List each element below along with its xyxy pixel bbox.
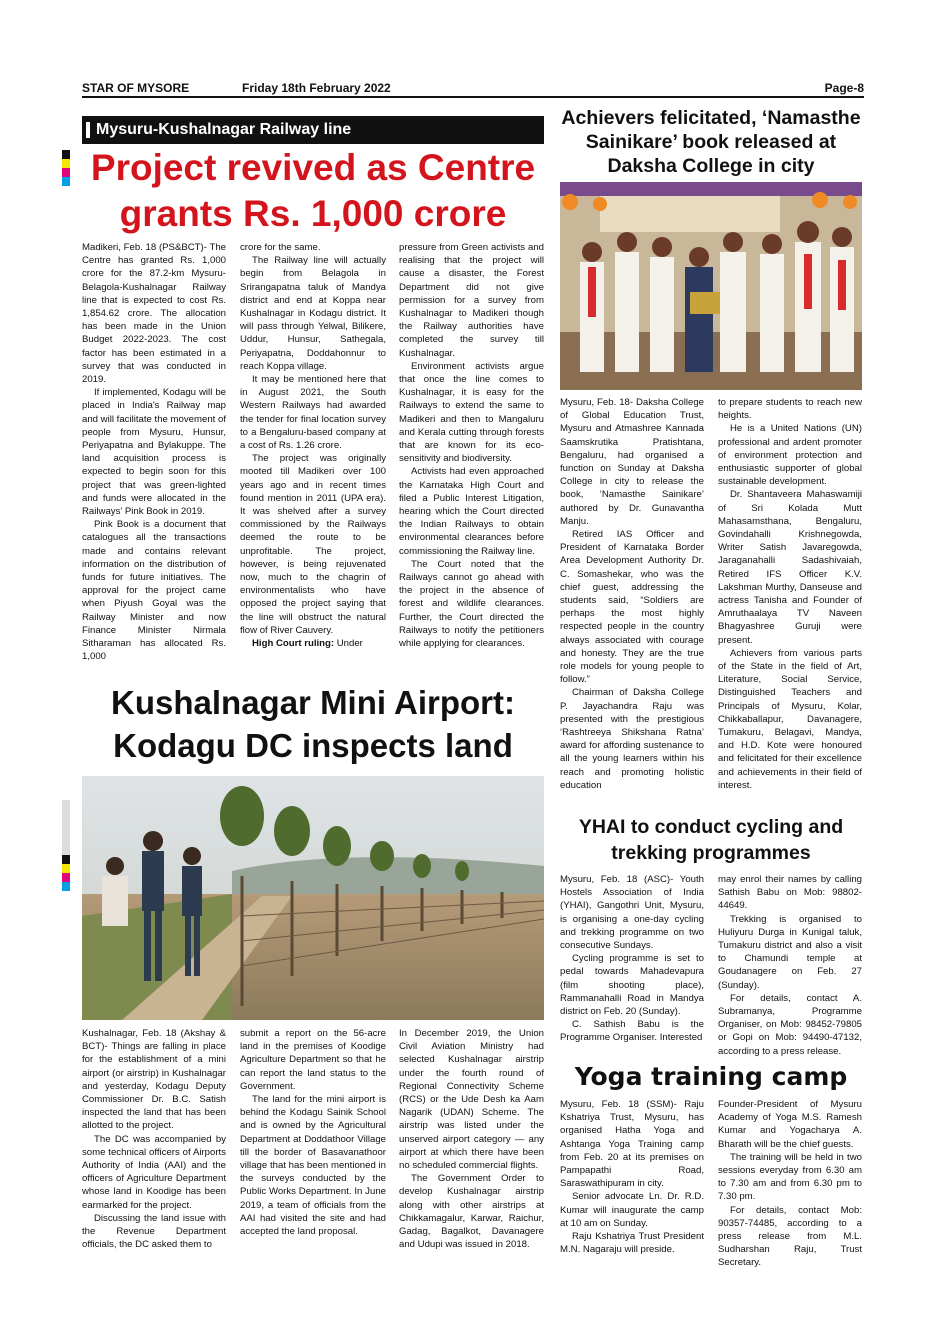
- paragraph: Retired IAS Officer and President of Karnataka Border Area Development Authority Dr. C. Somashekar, who was the chief guest, addressing the students said, “Soldiers are perhaps the most highly respected people in the country always associated with courage and honesty. They are the true role models for young people to follow.”: [560, 529, 704, 686]
- paragraph: The project was originally mooted till Madikeri over 100 years ago and in recent times found mention in 2011 (UPA era). It was shelved after a survey commissioned by the Railways deemed the route to be unprofitable. The project, however, is being rejuvenated now, much to the chagrin of environmentalists who have opposed the project saying that the line will obstruct the natural flow of River Cauvery.: [240, 453, 386, 636]
- subhead-tail: Under: [334, 638, 363, 650]
- achievers-photo-illustration: [560, 182, 862, 390]
- airport-headline-line1: Kushalnagar Mini Airport:: [111, 684, 515, 721]
- paragraph: Activists had even approached the Karnataka High Court and filed a Public Interest Litigation, hearing which the Court directed the Indian Railways to obtain environmental clearances before commissioning the Railway line.: [399, 466, 544, 557]
- railway-kicker: Mysuru-Kushalnagar Railway line: [82, 116, 544, 144]
- achievers-headline-line1: Achievers felicitated, ‘Namasthe: [561, 107, 861, 129]
- paragraph: Mysuru, Feb. 18- Daksha College of Global Education Trust, Mysuru and Atmashree Kannada Saamskrutika Pratishtana, Bengaluru, had organised a function on Sunday at Daksha College in city to release the book, ‘Namasthe Sainikare’ authored by Dr. Gunavantha Manju.: [560, 397, 704, 527]
- railway-headline-line1: Project revived as Centre: [90, 147, 536, 188]
- paragraph: Achievers from various parts of the State in the field of Art, Literature, Social Service, Distinguished Teachers and Principals of Mysuru, Kolar, Chikkaballapur, Davanagere, Tumakuru, Belagavi, Mandya, and H.D. Kote were honoured and felicitated for their excellence and achievements in their field of interest.: [718, 647, 862, 791]
- airport-photo-illustration: [82, 776, 544, 1020]
- paragraph: The training will be held in two sessions everyday from 6.30 am to 7.30 am and from 6.30 pm to 7.30 pm.: [718, 1151, 862, 1203]
- paragraph: Discussing the land issue with the Revenue Department officials, the DC asked them to: [82, 1212, 226, 1251]
- paragraph: to prepare students to reach new heights.: [718, 397, 862, 422]
- issue-date: Friday 18th February 2022: [242, 81, 391, 95]
- paragraph: Madikeri, Feb. 18 (PS&BCT)- The Centre has granted Rs. 1,000 crore for the 87.2-km Mysuru-Belagola-Kushalnagar Railway line that is expected to cost Rs. 1,854.62 crore. The allocation has been made in the Union Budget 2022-2023. The cost factor has been estimated in a survey that was conducted in 2019.: [82, 242, 226, 386]
- paragraph: may enrol their names by calling Sathish Babu on Mob: 98802-44649.: [718, 874, 862, 912]
- paragraph: Dr. Shantaveera Mahaswamiji of Sri Kolada Mutt Mahasamsthana, Bengaluru, Govindahalli Krishnegowda, Writer Satish Javaregowda, Jaraganahalli Sadashivaiah, Retired IFS Officer K.V. Lakshman Murthy, Danseuse and actress Tanisha and Founder of Amruthaalaya TV Naveen Bhagyashree Guruji were present.: [718, 489, 862, 646]
- registration-marks-top: [62, 150, 70, 186]
- achievers-column-1: [560, 396, 704, 804]
- paragraph: The Government Order to develop Kushalnagar airstrip along with other airstrips at Chikkamagalur, Karwar, Raichur, Gadag, Bagalkot, Davanagere and Udupi was issued in 2018.: [399, 1173, 544, 1251]
- airport-column-1: [82, 1027, 226, 1269]
- railway-column-3: [399, 241, 544, 676]
- paragraph: In December 2019, the Union Civil Aviation Ministry had selected Kushalnagar airstrip under the fourth round of Regional Connectivity Scheme (RCS) or the Ude Desh ka Aam Nagarik (UDAN) Scheme. The airstrip was listed under the unserved airport category — any airport at which there have been no scheduled commercial flights.: [399, 1028, 544, 1172]
- railway-column-2: [240, 241, 386, 676]
- yoga-column-1: [560, 1098, 704, 1270]
- page-number: Page-8: [824, 81, 864, 95]
- airport-site-photo: [82, 776, 544, 1020]
- achievers-function-photo: [560, 182, 862, 390]
- yoga-headline: Yoga training camp: [574, 1062, 848, 1091]
- yoga-column-2: [718, 1098, 862, 1270]
- paragraph: Chairman of Daksha College P. Jayachandra Raju was presented with the prestigious ‘Rashtreeya Shikshana Ratna’ award for affording sustenance to all the young learners within his reach and promoting holistic education: [560, 687, 704, 791]
- paragraph: Environment activists argue that once the line comes to Kushalnagar, it is easy for the Railways to extend the same to Madikeri and then to Mangaluru and Kerala cutting through forests that are known for its eco-sensitivity and biodiversity.: [399, 360, 544, 465]
- registration-marks-bottom: [62, 800, 70, 900]
- paragraph: Founder-President of Mysuru Academy of Yoga M.S. Ramesh Kumar and Yogacharya A. Bharath will be the chief guests.: [718, 1099, 862, 1150]
- paragraph: pressure from Green activists and realising that the project will cause a disaster, the Forest Department did not give permission for a survey from Kushalnagar to Madikeri though the Railway authorities have completed the survey till Kushalnagar.: [399, 242, 544, 359]
- paragraph: It may be mentioned here that in August 2021, the South Western Railways had awarded the tender for final location survey to a Bengaluru-based company at a cost of Rs. 1.26 crore.: [240, 374, 386, 452]
- airport-headline-line2: Kodagu DC inspects land: [113, 727, 513, 764]
- paragraph: Pink Book is a document that catalogues all the transactions made and contains relevant information on the distribution of funds for future initiatives. The approval for the project came when Piyush Goyal was the Railway Minister and now Finance Minister Nirmala Sitharaman has allocated Rs. 1,000: [82, 519, 226, 663]
- railway-column-1: [82, 241, 226, 676]
- achievers-column-2: [718, 396, 862, 804]
- yhai-column-1: [560, 873, 704, 1059]
- paragraph: Kushalnagar, Feb. 18 (Akshay & BCT)- Things are falling in place for the establishment of a mini airport (or airstrip) in Kushalnagar and yesterday, Kodagu Deputy Commissioner Dr. B.C. Satish inspected the land that has been allotted to the project.: [82, 1028, 226, 1132]
- yhai-headline-line1: YHAI to conduct cycling and: [578, 816, 844, 838]
- airport-column-2: [240, 1027, 386, 1269]
- paragraph: The DC was accompanied by some technical officers of Airports Authority of India (AAI) and the officers of Agriculture Department whose land in Koodige has been earmarked for the project.: [82, 1133, 226, 1211]
- paragraph: The Court noted that the Railways cannot go ahead with the project in the absence of forest and wildlife clearances. Further, the Court directed the Railways to notify the petitioners while applying for clearances.: [399, 558, 544, 650]
- paragraph: If implemented, Kodagu will be placed in India's Railway map and will facilitate the movement of people from Mysuru, Hunsur, Periyapatna and Bylakuppe. The land acquisition process is expected to begin soon for this project that was green-lighted and funds were allocated in the Railways' Pink Book in 2019.: [82, 387, 226, 518]
- airport-column-3: [399, 1027, 544, 1269]
- paragraph: C. Sathish Babu is the Programme Organiser. Interested: [560, 1019, 704, 1044]
- subhead-high-court: High Court ruling:: [252, 638, 335, 650]
- achievers-headline-line3: Daksha College in city: [607, 155, 815, 177]
- paragraph: The Railway line will actually begin from Belagola in Srirangapatna taluk of Mandya district and end at Koppa near Kushalnagar in Kodagu district. It will pass through Yelwal, Bilikere, Uddur, Hunsur, Sathegala, Periyapatna, Doddahonnur to reach Koppa village.: [240, 255, 386, 372]
- achievers-headline-line2: Sainikare’ book released at: [585, 131, 837, 153]
- paragraph: For details, contact A. Subramanya, Programme Organiser, on Mob: 98452-79805 or Gopi on Mob: 94490-47132, according to a press release.: [718, 992, 862, 1057]
- paragraph: He is a United Nations (UN) professional and ardent promoter of environment protection and enthusiastic supporter of global sustainable development.: [718, 423, 862, 488]
- yhai-column-2: [718, 873, 862, 1059]
- paragraph: crore for the same.: [240, 242, 321, 253]
- paragraph-subhead: [240, 637, 386, 650]
- paragraph: Cycling programme is set to pedal towards Mahadevapura (film shooting place), Rammanahalli Road in Mandya district on Feb. 20 (Sunday).: [560, 953, 704, 1018]
- paragraph: Trekking is organised to Huliyuru Durga in Kunigal taluk, Tumakuru district and also a visit to Chamundi temple at Goudanagere on Feb. 27 (Sunday).: [718, 913, 862, 991]
- paragraph: Senior advocate Ln. Dr. R.D. Kumar will inaugurate the camp at 10 am on Sunday.: [560, 1191, 704, 1229]
- paragraph: Mysuru, Feb. 18 (SSM)- Raju Kshatriya Trust, Mysuru, has organised Hatha Yoga and Ashtanga Yoga Training camp from Feb. 20 at its premises on Pampapathi Road, Saraswathipuram in city.: [560, 1099, 704, 1190]
- paragraph: submit a report on the 56-acre land in the premises of Koodige Agriculture Department so that he can report the land status to the Government.: [240, 1028, 386, 1092]
- railway-headline-line2: grants Rs. 1,000 crore: [119, 193, 507, 234]
- paragraph: Raju Kshatriya Trust President M.N. Nagaraju will preside.: [560, 1231, 704, 1256]
- yhai-headline-line2: trekking programmes: [611, 842, 811, 864]
- paragraph: Mysuru, Feb. 18 (ASC)- Youth Hostels Association of India (YHAI), Gangothri Unit, Mysuru, is organising a one-day cycling and trekking programme on two consecutive Sundays.: [560, 874, 704, 952]
- paragraph: The land for the mini airport is behind the Kodagu Sainik School and is owned by the Agricultural Department at Doddathoor Village till the border of Basavanathoor village that has been mentioned in the surveys conducted by the Public Works Department. In June 2019, a team of officials from the AAI had visited the site and had accepted the land proposal.: [240, 1094, 386, 1238]
- masthead: [82, 80, 864, 98]
- paper-name: STAR OF MYSORE: [82, 81, 190, 95]
- paragraph: For details, contact Mob: 90357-74485, according to a press release from M.L. Sudharshan Raju, Trust Secretary.: [718, 1204, 862, 1269]
